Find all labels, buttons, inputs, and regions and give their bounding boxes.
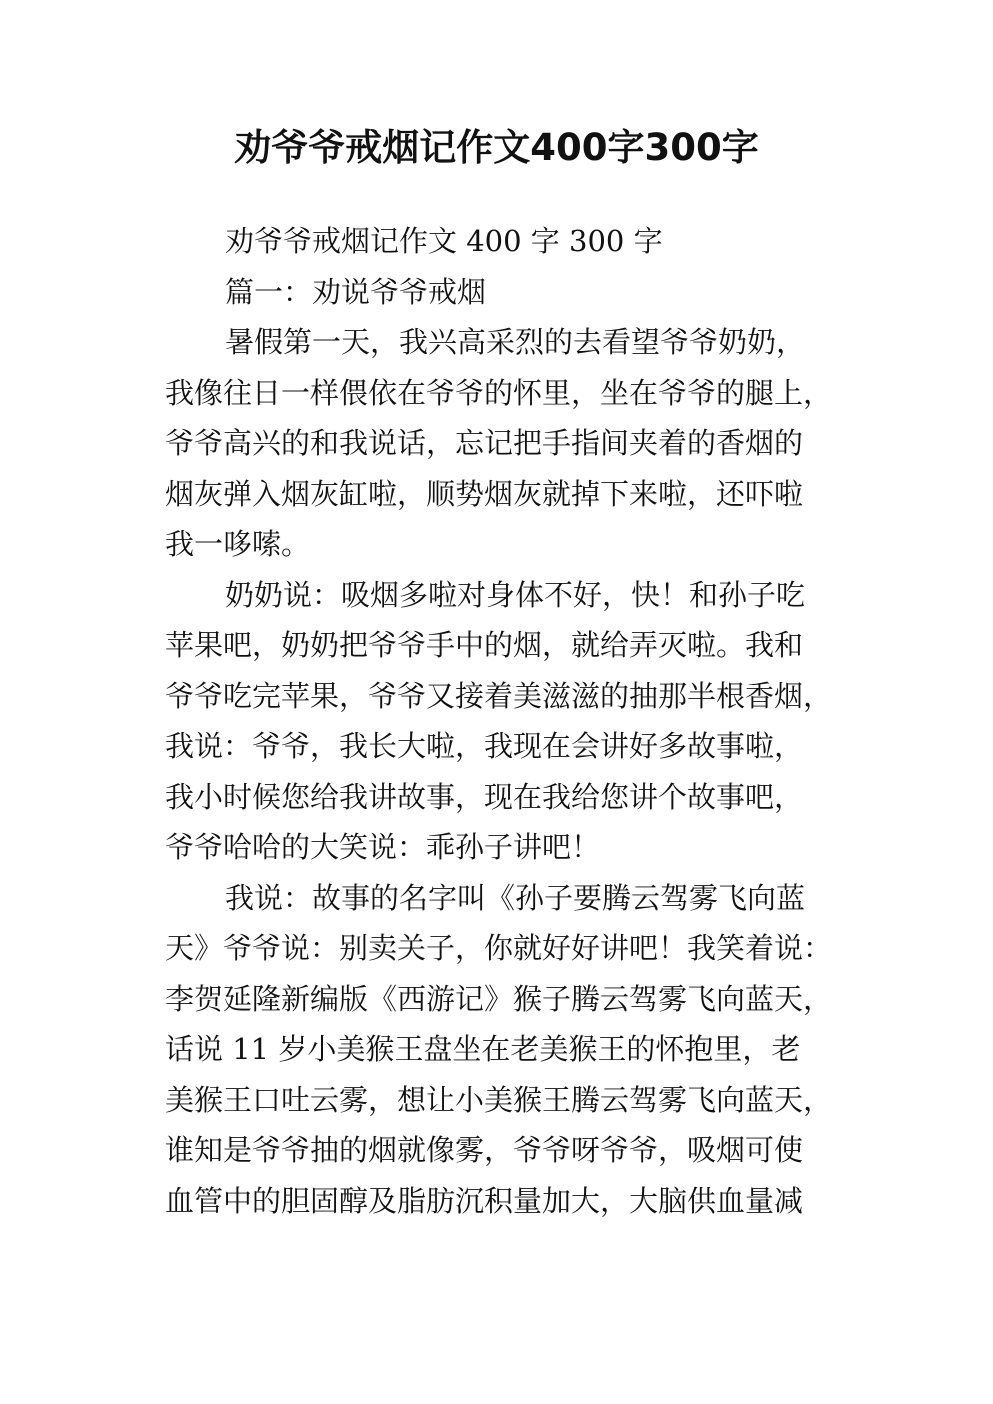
text-line: 我像往日一样偎依在爷爷的怀里，坐在爷爷的腿上， — [165, 375, 833, 410]
text-line: 篇一：劝说爷爷戒烟 — [225, 274, 487, 309]
text-line: 天》爷爷说：别卖关子，你就好好讲吧！我笑着说： — [165, 931, 833, 965]
text-line: 爷爷高兴的和我说话，忘记把手指间夹着的香烟的 — [165, 426, 804, 460]
text-line: 话说 11 岁小美猴王盘坐在老美猴王的怀抱里，老 — [165, 1032, 801, 1066]
text-line: 我小时候您给我讲故事，现在我给您讲个故事吧， — [165, 779, 804, 814]
text-line: 我说：故事的名字叫《孙子要腾云驾雾飞向蓝 — [225, 880, 806, 915]
text-line: 烟灰弹入烟灰缸啦，顺势烟灰就掉下来啦，还吓啦 — [165, 476, 804, 511]
text-line: 谁知是爷爷抽的烟就像雾，爷爷呀爷爷，吸烟可使 — [165, 1133, 804, 1167]
document-body — [165, 216, 845, 1226]
text-line: 美猴王口吐云雾，想让小美猴王腾云驾雾飞向蓝天， — [165, 1082, 833, 1117]
text-line: 我一哆嗦。 — [165, 527, 311, 561]
text-line: 爷爷吃完苹果，爷爷又接着美滋滋的抽那半根香烟， — [165, 678, 833, 713]
text-line: 劝爷爷戒烟记作文 400 字 300 字 — [225, 224, 663, 258]
text-line: 苹果吧，奶奶把爷爷手中的烟，就给弄灭啦。我和 — [165, 628, 804, 662]
document-title: 劝爷爷戒烟记作文400字300字 — [234, 126, 759, 169]
text-line: 我说：爷爷，我长大啦，我现在会讲好多故事啦， — [165, 729, 804, 763]
text-line: 李贺延隆新编版《西游记》猴子腾云驾雾飞向蓝天， — [165, 981, 833, 1016]
text-line: 暑假第一天，我兴高采烈的去看望爷爷奶奶， — [225, 325, 806, 359]
text-line: 爷爷哈哈的大笑说：乖孙子讲吧！ — [165, 830, 601, 864]
text-line: 血管中的胆固醇及脂肪沉积量加大，大脑供血量减 — [165, 1183, 804, 1218]
text-line: 奶奶说：吸烟多啦对身体不好，快！和孙子吃 — [225, 577, 806, 612]
